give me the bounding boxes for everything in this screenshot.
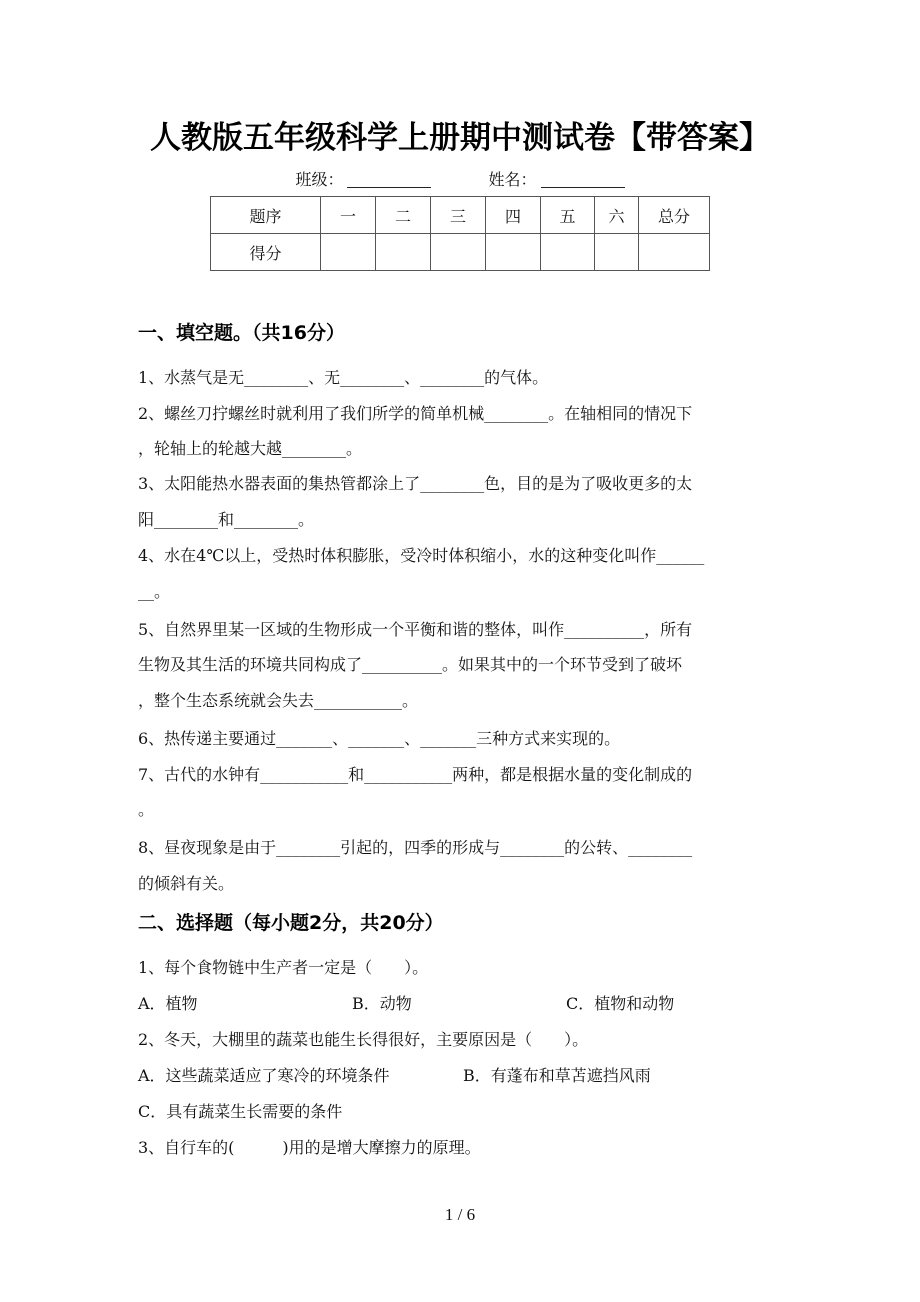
question-line: 。 bbox=[138, 800, 155, 819]
question-line: 2、螺丝刀拧螺丝时就利用了我们所学的简单机械________。在轴相同的情况下 bbox=[138, 404, 693, 423]
question-line: 3、太阳能热水器表面的集热管都涂上了________色，目的是为了吸收更多的太 bbox=[138, 474, 693, 493]
question-line: 阳________和________。 bbox=[138, 510, 315, 529]
score-cell[interactable] bbox=[321, 234, 376, 271]
section-1-heading: 一、填空题。（共16分） bbox=[138, 322, 345, 344]
student-info bbox=[0, 167, 920, 190]
mc-q2-option-c[interactable]: C．具有蔬菜生长需要的条件 bbox=[138, 1102, 343, 1121]
mc-q1-option-a[interactable]: A．植物 bbox=[138, 994, 198, 1013]
question-line: 8、昼夜现象是由于________引起的，四季的形成与________的公转、________ bbox=[138, 838, 693, 857]
question-line: 的倾斜有关。 bbox=[138, 874, 235, 893]
score-cell[interactable] bbox=[486, 234, 541, 271]
document-title: 人教版五年级科学上册期中测试卷【带答案】 bbox=[150, 120, 770, 156]
header-cell: 四 bbox=[486, 197, 541, 234]
mc-q1-option-c[interactable]: C．植物和动物 bbox=[566, 994, 675, 1013]
name-field bbox=[489, 167, 625, 190]
mc-q2-option-a[interactable]: A．这些蔬菜适应了寒冷的环境条件 bbox=[138, 1066, 390, 1085]
mc-question-3: 3、自行车的( )用的是增大摩擦力的原理。 bbox=[138, 1138, 481, 1157]
question-line: 7、古代的水钟有___________和___________两种，都是根据水量的变化制成的 bbox=[138, 765, 693, 784]
name-label: 姓名： bbox=[488, 170, 537, 189]
question-line: 1、水蒸气是无________、无________、________的气体。 bbox=[138, 368, 549, 387]
question-line: 生物及其生活的环境共同构成了__________。如果其中的一个环节受到了破坏 bbox=[138, 655, 683, 674]
page-number: 1 / 6 bbox=[444, 1205, 476, 1224]
score-cell[interactable] bbox=[595, 234, 639, 271]
score-cell[interactable] bbox=[541, 234, 595, 271]
class-blank[interactable] bbox=[347, 171, 431, 188]
header-cell: 五 bbox=[541, 197, 595, 234]
question-line: ，轮轴上的轮越大越________。 bbox=[138, 439, 363, 458]
header-cell: 三 bbox=[431, 197, 486, 234]
question-line: 4、水在4℃以上，受热时体积膨胀，受冷时体积缩小，水的这种变化叫作______ bbox=[138, 546, 705, 565]
header-cell: 题序 bbox=[211, 197, 321, 234]
name-blank[interactable] bbox=[541, 171, 625, 188]
header-cell: 总分 bbox=[639, 197, 710, 234]
score-cell[interactable] bbox=[376, 234, 431, 271]
class-label: 班级： bbox=[295, 170, 344, 189]
header-cell: 一 bbox=[321, 197, 376, 234]
section-2-heading: 二、选择题（每小题2分，共20分） bbox=[138, 912, 444, 934]
mc-q2-option-b[interactable]: B．有蓬布和草苫遮挡风雨 bbox=[463, 1066, 651, 1085]
question-line: ，整个生态系统就会失去___________。 bbox=[138, 691, 419, 710]
question-line: 6、热传递主要通过_______、_______、_______三种方式来实现的。 bbox=[138, 729, 621, 748]
score-table-header-row bbox=[211, 197, 710, 234]
score-table-score-row bbox=[211, 234, 710, 271]
header-cell: 六 bbox=[595, 197, 639, 234]
class-field bbox=[295, 167, 431, 190]
score-cell[interactable] bbox=[431, 234, 486, 271]
question-line: __。 bbox=[138, 582, 171, 601]
mc-question-1: 1、每个食物链中生产者一定是（ ）。 bbox=[138, 958, 429, 977]
score-cell[interactable] bbox=[639, 234, 710, 271]
mc-question-2: 2、冬天，大棚里的蔬菜也能生长得很好，主要原因是（ ）。 bbox=[138, 1030, 589, 1049]
mc-q1-option-b[interactable]: B．动物 bbox=[352, 994, 412, 1013]
question-line: 5、自然界里某一区域的生物形成一个平衡和谐的整体，叫作__________，所有 bbox=[138, 620, 693, 639]
row-label-cell: 得分 bbox=[211, 234, 321, 271]
score-table bbox=[210, 196, 710, 271]
header-cell: 二 bbox=[376, 197, 431, 234]
